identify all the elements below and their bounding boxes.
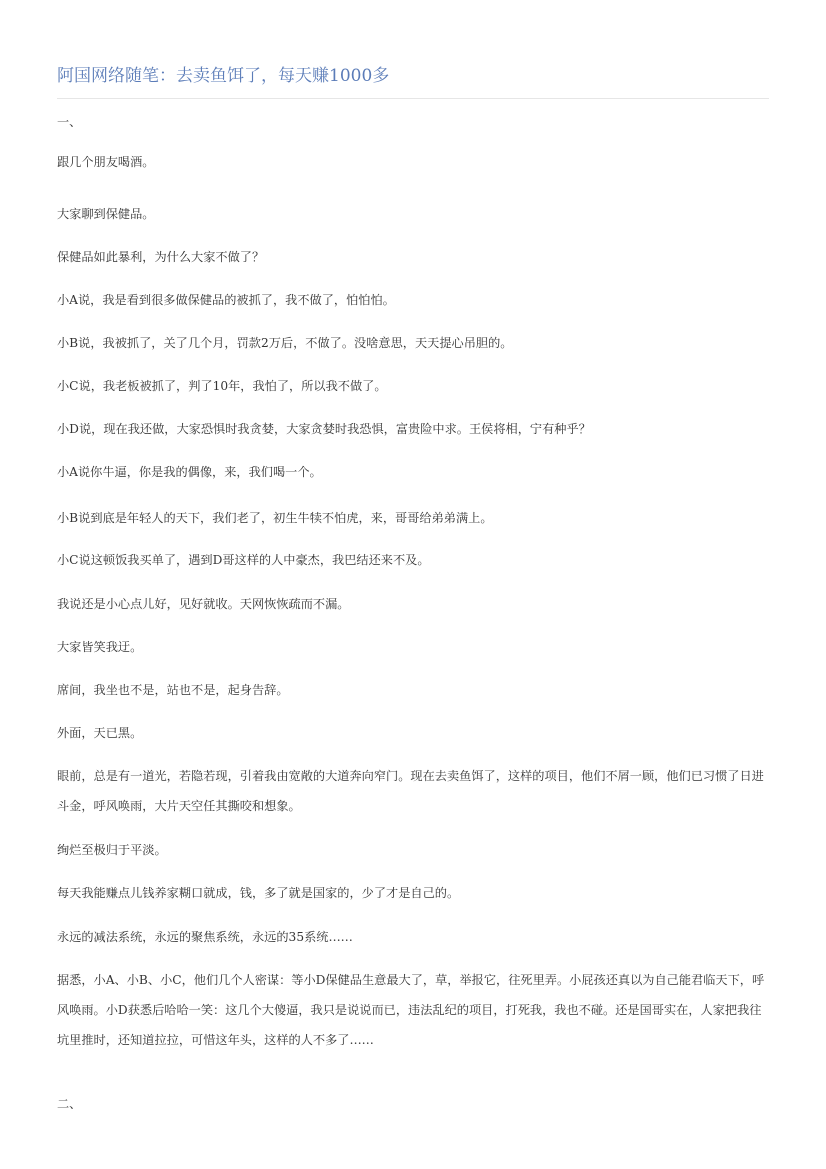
paragraph: 大家聊到保健品。 <box>57 207 155 221</box>
paragraph: 席间，我坐也不是，站也不是，起身告辞。 <box>57 683 289 697</box>
paragraph: 大家皆笑我迂。 <box>57 640 143 654</box>
paragraph: 绚烂至极归于平淡。 <box>57 843 167 857</box>
paragraph: 小A说你牛逼，你是我的偶像，来，我们喝一个。 <box>57 465 322 479</box>
paragraph: 眼前，总是有一道光，若隐若现，引着我由宽敞的大道奔向窄门。现在去卖鱼饵了，这样的项目，他们不屑一顾，他们已习惯了日进斗金，呼风唤雨，大片天空任其撕咬和想象。 <box>57 769 764 813</box>
paragraph: 小B说到底是年轻人的天下，我们老了，初生牛犊不怕虎，来，哥哥给弟弟满上。 <box>57 511 493 525</box>
paragraph: 小B说，我被抓了，关了几个月，罚款2万后，不做了。没啥意思，天天提心吊胆的。 <box>57 336 513 350</box>
section-heading-2: 二、 <box>57 1097 82 1111</box>
paragraph: 小A说，我是看到很多做保健品的被抓了，我不做了，怕怕怕。 <box>57 293 395 307</box>
paragraph: 永远的减法系统，永远的聚焦系统，永远的35系统…… <box>57 930 353 944</box>
paragraph: 小C说，我老板被抓了，判了10年，我怕了，所以我不做了。 <box>57 379 387 393</box>
paragraph: 我说还是小心点儿好，见好就收。天网恢恢疏而不漏。 <box>57 597 350 611</box>
paragraph: 据悉，小A、小B、小C，他们几个人密谋：等小D保健品生意最大了，草，举报它，往死里弄。小屁孩还真以为自己能君临天下，呼风唤雨。小D获悉后哈哈一笑：这几个大傻逼，我只是说说而已，违法乱纪的项目，打死我，我也不碰。还是国哥实在，人家把我往坑里推时，还知道拉拉，可惜这年头，这样的人不多了…… <box>57 973 765 1047</box>
paragraph: 每天我能赚点儿钱养家糊口就成，钱，多了就是国家的，少了才是自己的。 <box>57 886 460 900</box>
paragraph: 外面，天已黑。 <box>57 726 143 740</box>
title-divider <box>57 98 769 99</box>
paragraph: 保健品如此暴利，为什么大家不做了？ <box>57 250 265 264</box>
paragraph: 小D说，现在我还做，大家恐惧时我贪婪，大家贪婪时我恐惧，富贵险中求。王侯将相，宁有种乎？ <box>57 422 591 436</box>
section-heading-1: 一、 <box>57 115 82 129</box>
article-title: 阿国网络随笔：去卖鱼饵了，每天赚1000多 <box>57 66 390 86</box>
article-page <box>57 0 769 1169</box>
paragraph: 小C说这顿饭我买单了，遇到D哥这样的人中豪杰，我巴结还来不及。 <box>57 553 430 567</box>
paragraph: 跟几个朋友喝酒。 <box>57 155 155 169</box>
